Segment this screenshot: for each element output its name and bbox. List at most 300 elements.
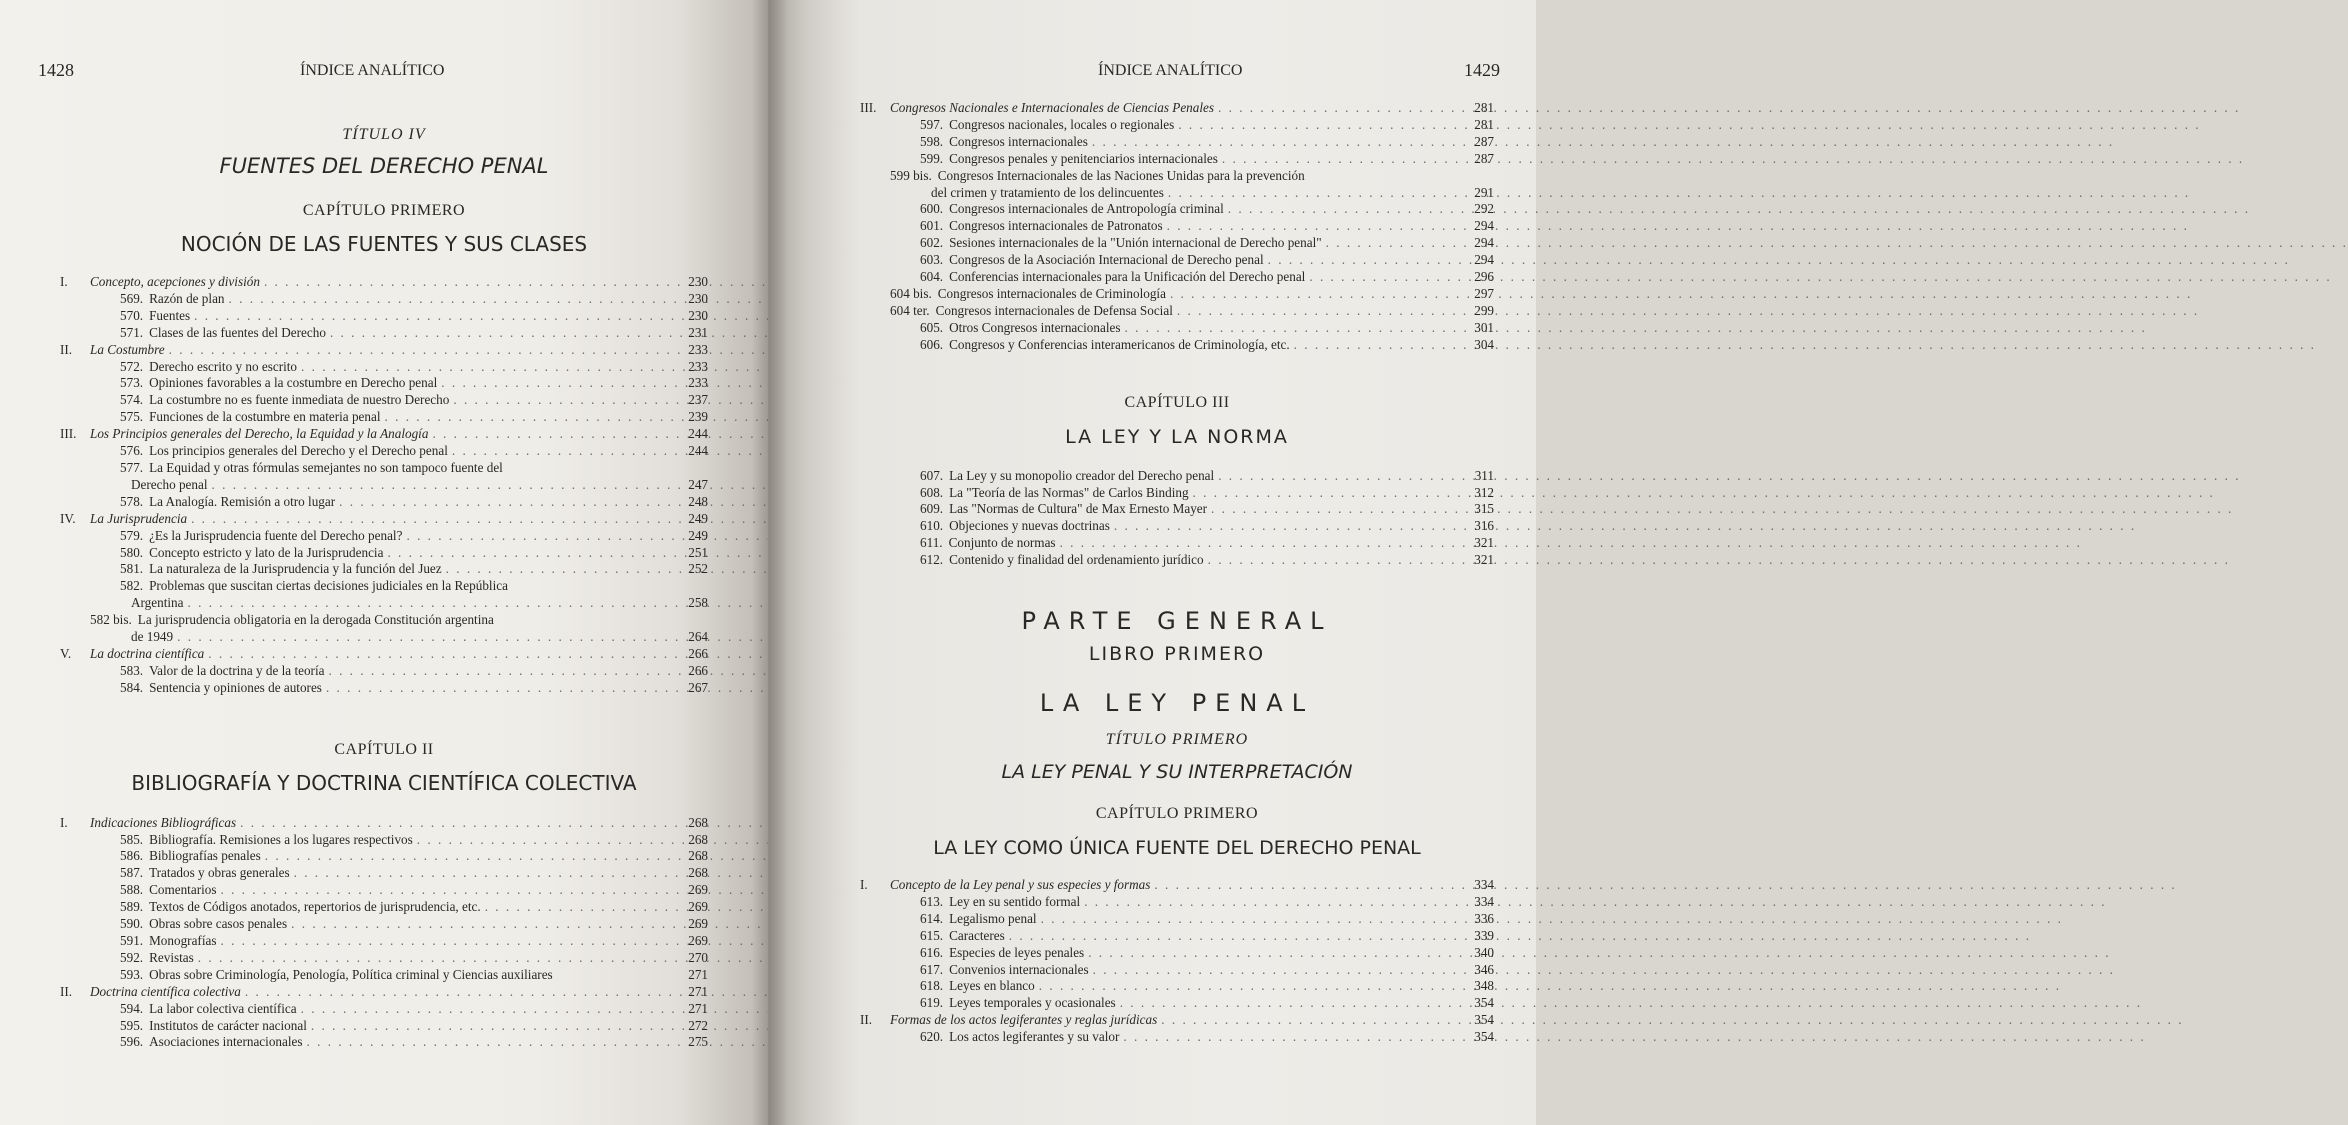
toc-entry-text: Congresos y Conferencias interamericanos de Criminología, etc. [949,336,1290,352]
toc-entry-text: La Analogía. Remisión a otro lugar [149,493,336,509]
toc-leader-dots [1222,151,1462,168]
toc-entry-row [60,561,708,578]
toc-entry-text: Congresos nacionales, locales o regionales [949,116,1175,132]
toc-leader-dots [1218,100,1462,117]
toc-list [860,877,1494,1046]
chapter-label: CAPÍTULO PRIMERO [302,202,466,219]
toc-entry-row [860,235,1494,252]
toc-entry-text: del crimen y tratamiento de los delincuentes [931,184,1164,200]
toc-entry-text: Leyes temporales y ocasionales [949,995,1116,1011]
toc-entry-number: 575. [120,409,144,425]
toc-entry-text: Concepto estricto y lato de la Jurisprudencia [149,544,384,560]
toc-entry-text: Asociaciones internacionales [149,1034,303,1050]
toc-entry-text: La jurisprudencia obligatoria en la derogada Constitución argentina [137,612,494,628]
toc-entry-text: Caracteres [949,927,1005,943]
toc-leader-dots [417,832,676,849]
toc-entry-number: 577. [120,459,144,475]
toc-entry-text: La labor colectiva científica [149,1000,297,1016]
toc-leader-dots [294,865,676,882]
toc-entry-text: La Jurisprudencia [90,510,188,526]
toc-leader-dots [406,528,676,545]
toc-page-number: 297 [1474,285,1494,301]
toc-leader-dots [229,291,676,308]
toc-entry-number: 599 bis. [890,167,932,183]
toc-leader-dots [1114,518,1462,535]
toc-leader-dots [1178,117,1462,134]
toc-entry-number: 585. [120,831,144,847]
toc-leader-dots [441,375,676,392]
toc-entry-number: 603. [920,252,944,268]
toc-list [860,468,1494,569]
toc-page-number: 316 [1474,518,1494,534]
toc-roman-numeral: III. [60,426,77,442]
toc-continuation-row [60,629,708,646]
toc-page-number: 346 [1474,961,1494,977]
toc-entry-row [860,535,1494,552]
toc-entry-text: Derecho escrito y no escrito [149,358,298,374]
toc-entry-row [60,578,708,595]
toc-page-number: 230 [688,307,708,323]
toc-entry-text: Especies de leyes penales [949,944,1085,960]
toc-entry-row [860,168,1494,185]
chapter-title: BIBLIOGRAFÍA Y DOCTRINA CIENTÍFICA COLECTIVA [131,770,637,795]
toc-entry-number: 587. [120,865,144,881]
chapter-title: LA LEY COMO ÚNICA FUENTE DEL DERECHO PENAL [933,837,1421,860]
toc-entry-row [860,1029,1494,1046]
toc-leader-dots [191,511,676,528]
toc-entry-number: 572. [120,358,144,374]
toc-entry-row [60,308,708,325]
toc-leader-dots [1167,218,1462,235]
toc-entry-text: Congresos internacionales [949,133,1088,149]
part-heading: PARTE GENERAL [1021,607,1333,636]
toc-page-number: 248 [688,493,708,509]
toc-page-number: 251 [688,544,708,560]
toc-entry-number: 613. [920,893,944,909]
running-head: ÍNDICE ANALÍTICO [300,62,445,79]
toc-entry-number: 580. [120,544,144,560]
toc-entry-number: 581. [120,561,144,577]
toc-leader-dots [307,1034,676,1051]
toc-entry-row [860,303,1494,320]
toc-leader-dots [1060,535,1462,552]
toc-entry-row [60,882,708,899]
toc-leader-dots [1009,928,1462,945]
toc-entry-row [860,269,1494,286]
toc-page-number: 271 [688,966,708,982]
toc-leader-dots [432,426,676,443]
toc-section-row [60,342,708,359]
toc-entry-row [60,865,708,882]
toc-entry-row [860,894,1494,911]
toc-entry-text: Objeciones y nuevas doctrinas [949,518,1110,534]
titulo-name: LA LEY PENAL Y SU INTERPRETACIÓN [1001,761,1353,784]
toc-entry-row [860,962,1494,979]
toc-entry-text: Congresos penales y penitenciarios internacionales [949,150,1218,166]
toc-entry-text: Formas de los actos legiferantes y reglas jurídicas [890,1012,1158,1028]
toc-entry-text: Opiniones favorables a la costumbre en Derecho penal [149,375,438,391]
toc-entry-number: 574. [120,392,144,408]
toc-page-number: 239 [688,409,708,425]
book-heading: LIBRO PRIMERO [1088,643,1266,666]
titulo-heading: TÍTULO IV [342,126,426,143]
toc-entry-text: Congresos de la Asociación Internacional de Derecho penal [949,252,1264,268]
toc-entry-number: 579. [120,527,144,543]
toc-entry-row [60,1018,708,1035]
toc-leader-dots [1326,235,1462,252]
toc-entry-row [60,612,708,629]
toc-entry-text: Legalismo penal [949,910,1037,926]
toc-leader-dots [1228,201,1462,218]
toc-entry-text: Las "Normas de Cultura" de Max Ernesto Mayer [949,501,1208,517]
toc-entry-row [60,933,708,950]
toc-entry-number: 604. [920,269,944,285]
toc-entry-row [860,978,1494,995]
toc-page-number: 230 [688,274,708,289]
toc-entry-text: Ley en su sentido formal [949,893,1081,909]
toc-page-number: 304 [1474,336,1494,352]
toc-entry-row [60,494,708,511]
toc-entry-row [860,286,1494,303]
toc-entry-number: 614. [920,910,944,926]
toc-entry-number: 573. [120,375,144,391]
toc-entry-row [860,485,1494,502]
toc-entry-number: 604 bis. [890,285,932,301]
toc-entry-text: Argentina [131,595,184,611]
toc-entry-number: 588. [120,882,144,898]
toc-entry-row [60,899,708,916]
toc-entry-text: Sentencia y opiniones de autores [149,679,322,695]
toc-leader-dots [212,477,676,494]
right-content [860,100,1494,1046]
toc-leader-dots [311,1018,676,1035]
toc-leader-dots [330,325,676,342]
toc-entry-text: Los principios generales del Derecho y el Derecho penal [149,443,448,459]
toc-page-number: 268 [688,814,708,830]
toc-entry-number: 605. [920,319,944,335]
toc-entry-text: Bibliografías penales [149,848,261,864]
toc-entry-text: Bibliografía. Remisiones a los lugares respectivos [149,831,413,847]
toc-entry-row [60,663,708,680]
toc-roman-numeral: IV. [60,510,76,526]
toc-entry-text: Textos de Códigos anotados, repertorios de jurisprudencia, etc. [149,899,481,915]
toc-leader-dots [1268,252,1462,269]
toc-entry-row [860,945,1494,962]
toc-page-number: 258 [688,595,708,611]
page-number: 1428 [38,60,74,80]
toc-section-row [60,646,708,663]
toc-entry-row [860,201,1494,218]
toc-entry-number: 608. [920,484,944,500]
toc-roman-numeral: I. [60,274,68,289]
toc-section-row [60,511,708,528]
toc-page-number: 281 [1474,116,1494,132]
toc-leader-dots [264,274,676,291]
toc-roman-numeral: II. [60,983,73,999]
toc-entry-number: 583. [120,662,144,678]
toc-page-number: 266 [688,662,708,678]
toc-roman-numeral: II. [60,341,73,357]
toc-page-number: 340 [1474,944,1494,960]
toc-leader-dots [245,984,676,1001]
toc-entry-row [60,460,708,477]
toc-page-number: 269 [688,933,708,948]
toc-leader-dots [208,646,676,663]
chapter-label: CAPÍTULO PRIMERO [1095,805,1259,823]
toc-entry-text: Clases de las fuentes del Derecho [149,324,326,340]
chapter-label: CAPÍTULO III [1124,393,1230,411]
toc-page-number: 269 [688,916,708,932]
toc-section-row [860,877,1494,894]
toc-page-number: 287 [1474,133,1494,149]
toc-entry-row [860,320,1494,337]
toc-entry-number: 598. [920,133,944,149]
toc-page-number: 272 [688,1017,708,1033]
toc-page-number: 269 [688,882,708,898]
toc-entry-text: Concepto, acepciones y división [90,274,260,289]
toc-entry-number: 591. [120,933,144,948]
toc-page-number: 354 [1474,995,1494,1011]
toc-section-row [860,100,1494,117]
toc-leader-dots [265,848,676,865]
toc-entry-number: 571. [120,324,144,340]
toc-entry-text: Monografías [149,933,217,948]
toc-section-row [60,984,708,1001]
toc-entry-text: La costumbre no es fuente inmediata de nuestro Derecho [149,392,450,408]
toc-entry-text: Congresos internacionales de Patronatos [949,218,1163,234]
toc-entry-number: 592. [120,949,144,965]
toc-entry-text: Conferencias internacionales para la Unificación del Derecho penal [949,269,1306,285]
toc-entry-number: 601. [920,218,944,234]
toc-entry-number: 618. [920,978,944,994]
toc-entry-text: Razón de plan [149,290,225,306]
toc-page-number: 268 [688,848,708,864]
toc-entry-number: 593. [120,966,144,982]
toc-leader-dots [385,409,676,426]
toc-page-number: 249 [688,527,708,543]
toc-entry-row [60,950,708,967]
toc-entry-text: Obras sobre casos penales [149,916,288,932]
toc-entry-number: 584. [120,679,144,695]
toc-page-number: 292 [1474,201,1494,217]
toc-page-number: 247 [688,476,708,492]
toc-leader-dots [452,443,676,460]
toc-page-number: 244 [688,443,708,459]
toc-entry-text: Contenido y finalidad del ordenamiento jurídico [949,552,1204,568]
toc-entry-row [860,995,1494,1012]
toc-page-number: 294 [1474,252,1494,268]
toc-page-number: 354 [1474,1012,1494,1028]
toc-entry-number: 607. [920,467,944,483]
toc-page-number: 244 [688,426,708,442]
toc-entry-number: 582. [120,578,144,594]
toc-leader-dots [1120,995,1462,1012]
toc-page-number: 296 [1474,269,1494,285]
titulo-heading: TÍTULO PRIMERO [1105,731,1249,749]
toc-entry-text: Revistas [149,949,194,965]
toc-leader-dots [1170,286,1462,303]
toc-page-number: 294 [1474,218,1494,234]
toc-entry-number: 597. [920,116,944,132]
toc-page-number: 321 [1474,552,1494,568]
toc-leader-dots [1177,303,1462,320]
toc-leader-dots [1211,501,1462,518]
toc-entry-number: 570. [120,307,144,323]
toc-entry-row [860,928,1494,945]
toc-page-number: 268 [688,865,708,881]
toc-page-number: 301 [1474,319,1494,335]
toc-entry-text: Obras sobre Criminología, Penología, Política criminal y Ciencias auxiliares [149,966,553,982]
toc-leader-dots [1161,1012,1462,1029]
toc-entry-number: 599. [920,150,944,166]
toc-entry-row [860,134,1494,151]
toc-entry-number: 590. [120,916,144,932]
toc-page-number: 249 [688,510,708,526]
toc-entry-row [60,1034,708,1051]
toc-entry-number: 582 bis. [90,612,132,628]
toc-page-number: 268 [688,831,708,847]
toc-entry-number: 611. [920,535,943,551]
toc-leader-dots [1208,552,1462,569]
toc-leader-dots [453,392,676,409]
toc-entry-row [60,325,708,342]
toc-entry-row [60,545,708,562]
toc-entry-row [860,218,1494,235]
toc-entry-text: Congresos internacionales de Defensa Social [935,302,1173,318]
toc-entry-text: Leyes en blanco [949,978,1035,994]
toc-entry-text: Problemas que suscitan ciertas decisiones judiciales en la República [149,578,508,594]
toc-page-number: 336 [1474,910,1494,926]
toc-page-number: 231 [688,324,708,340]
toc-leader-dots [1124,320,1462,337]
toc-page-number: 281 [1474,100,1494,115]
toc-entry-row [860,252,1494,269]
chapter-title: LA LEY Y LA NORMA [1065,425,1289,448]
toc-entry-number: 610. [920,518,944,534]
toc-section-row [60,815,708,832]
toc-entry-number: 576. [120,443,144,459]
toc-leader-dots [1154,877,1462,894]
toc-leader-dots [301,1001,676,1018]
toc-entry-number: 569. [120,290,144,306]
toc-page-number: 252 [688,561,708,577]
toc-page-number: 348 [1474,978,1494,994]
toc-roman-numeral: I. [860,877,868,893]
toc-entry-row [60,680,708,697]
toc-page-number: 321 [1474,535,1494,551]
toc-section-row [60,426,708,443]
toc-entry-row [860,552,1494,569]
toc-entry-text: Los actos legiferantes y su valor [949,1029,1120,1045]
toc-entry-number: 596. [120,1034,144,1050]
toc-entry-row [60,359,708,376]
toc-leader-dots [177,629,676,646]
toc-entry-text: Institutos de carácter nacional [149,1017,307,1033]
toc-entry-number: 602. [920,235,944,251]
toc-leader-dots [1088,945,1462,962]
toc-entry-text: Convenios internacionales [949,961,1089,977]
toc-entry-text: Valor de la doctrina y de la teoría [149,662,325,678]
toc-entry-row [60,528,708,545]
toc-leader-dots [220,933,676,950]
toc-entry-text: La Equidad y otras fórmulas semejantes no son tampoco fuente del [149,459,503,475]
toc-entry-text: de 1949 [131,629,174,645]
toc-roman-numeral: V. [60,645,72,661]
toc-page-number: 264 [688,629,708,645]
toc-entry-text: Comentarios [149,882,217,898]
toc-page-number: 287 [1474,150,1494,166]
section-heading: LA LEY PENAL [1039,689,1315,718]
toc-entry-text: La Costumbre [90,341,165,357]
toc-entry-row [860,337,1494,354]
toc-entry-row [860,117,1494,134]
toc-page-number: 233 [688,341,708,357]
toc-continuation-row [860,185,1494,202]
toc-entry-number: 578. [120,493,144,509]
toc-entry-number: 600. [920,201,944,217]
toc-page-number: 291 [1474,184,1494,200]
running-head: ÍNDICE ANALÍTICO [1098,62,1243,79]
toc-leader-dots [301,359,676,376]
toc-entry-text: Funciones de la costumbre en materia penal [149,409,381,425]
toc-entry-number: 612. [920,552,944,568]
toc-page-number: 230 [688,290,708,306]
toc-leader-dots [291,916,676,933]
toc-entry-number: 620. [920,1029,944,1045]
toc-page-number: 311 [1474,467,1494,483]
toc-leader-dots [1309,269,1462,286]
toc-entry-row [60,291,708,308]
toc-page-number: 233 [688,375,708,391]
toc-entry-row [860,501,1494,518]
toc-page-number: 271 [688,1000,708,1016]
toc-page-number: 315 [1474,501,1494,517]
toc-entry-text: Los Principios generales del Derecho, la Equidad y la Analogía [90,426,429,442]
toc-section-row [60,274,708,291]
page-number: 1429 [1464,60,1500,80]
toc-leader-dots [1039,978,1462,995]
toc-leader-dots [1168,185,1462,202]
toc-entry-text: Congresos Nacionales e Internacionales de Ciencias Penales [890,100,1215,115]
left-content [60,118,708,1051]
toc-roman-numeral: II. [860,1012,873,1028]
toc-page-number: 354 [1474,1029,1494,1045]
toc-entry-text: Otros Congresos internacionales [949,319,1121,335]
toc-entry-row [60,392,708,409]
right-page [768,0,1536,1125]
toc-page-number: 271 [688,983,708,999]
toc-page-number: 275 [688,1034,708,1050]
toc-entry-number: 619. [920,995,944,1011]
toc-entry-text: Indicaciones Bibliográficas [90,814,237,830]
toc-entry-row [860,911,1494,928]
toc-page-number: 312 [1474,484,1494,500]
toc-entry-row [60,832,708,849]
toc-entry-number: 616. [920,944,944,960]
toc-page-number: 339 [1474,927,1494,943]
toc-entry-number: 586. [120,848,144,864]
toc-entry-number: 589. [120,899,144,915]
toc-entry-text: Congresos internacionales de Criminología [937,285,1166,301]
toc-entry-number: 594. [120,1000,144,1016]
toc-leader-dots [220,882,676,899]
toc-roman-numeral: I. [60,814,68,830]
toc-entry-text: Concepto de la Ley penal y sus especies y formas [890,877,1151,893]
toc-leader-dots [1123,1029,1462,1046]
toc-entry-text: La Ley y su monopolio creador del Derecho penal [949,467,1215,483]
toc-continuation-row [60,477,708,494]
toc-page-number: 294 [1474,235,1494,251]
